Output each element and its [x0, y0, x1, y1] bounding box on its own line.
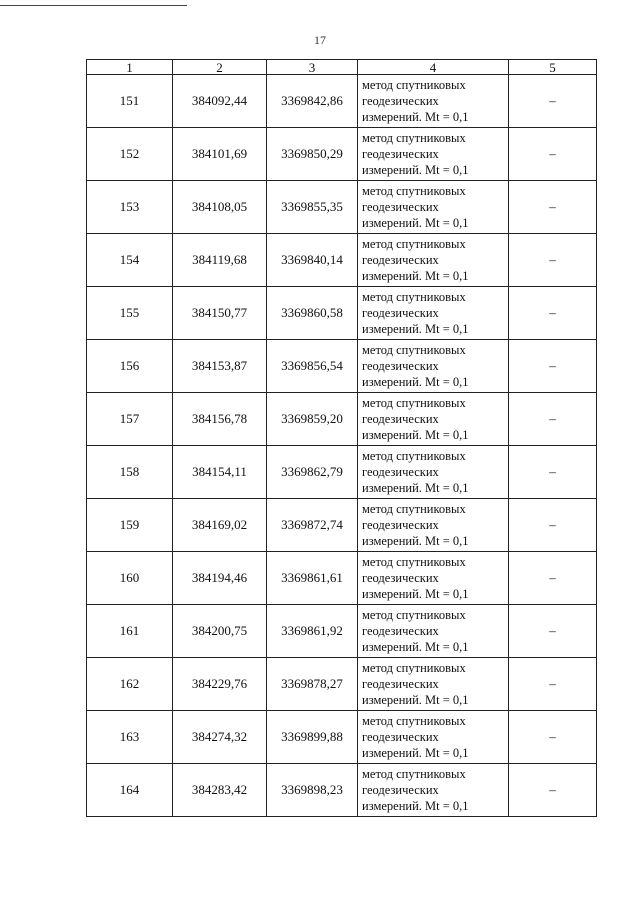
column-header: 4 — [358, 60, 509, 75]
point-number-cell: 153 — [87, 181, 173, 234]
note-cell: – — [509, 287, 597, 340]
method-text-line: геодезических — [362, 677, 439, 691]
y-coordinate-cell: 3369898,23 — [267, 764, 358, 817]
method-text-line: геодезических — [362, 200, 439, 214]
method-text-line: измерений. Mt = 0,1 — [362, 640, 469, 654]
method-text-line: метод спутниковых — [362, 290, 466, 304]
point-number-cell: 159 — [87, 499, 173, 552]
method-cell — [358, 658, 509, 711]
method-text-line: метод спутниковых — [362, 608, 466, 622]
y-coordinate-cell: 3369850,29 — [267, 128, 358, 181]
method-cell — [358, 764, 509, 817]
note-cell: – — [509, 181, 597, 234]
method-text-line: метод спутниковых — [362, 131, 466, 145]
table-row — [87, 499, 597, 552]
table-row — [87, 128, 597, 181]
method-text-line: геодезических — [362, 783, 439, 797]
method-text-line: метод спутниковых — [362, 343, 466, 357]
method-text-line: измерений. Mt = 0,1 — [362, 322, 469, 336]
method-cell — [358, 75, 509, 128]
note-cell: – — [509, 340, 597, 393]
method-text-line: геодезических — [362, 412, 439, 426]
method-text-line: измерений. Mt = 0,1 — [362, 163, 469, 177]
x-coordinate-cell: 384156,78 — [173, 393, 267, 446]
method-text-line: геодезических — [362, 147, 439, 161]
x-coordinate-cell: 384101,69 — [173, 128, 267, 181]
y-coordinate-cell: 3369872,74 — [267, 499, 358, 552]
y-coordinate-cell: 3369856,54 — [267, 340, 358, 393]
table-row — [87, 75, 597, 128]
note-cell: – — [509, 605, 597, 658]
method-text-line: метод спутниковых — [362, 184, 466, 198]
method-text-line: измерений. Mt = 0,1 — [362, 693, 469, 707]
table-row — [87, 446, 597, 499]
column-header: 3 — [267, 60, 358, 75]
y-coordinate-cell: 3369855,35 — [267, 181, 358, 234]
x-coordinate-cell: 384274,32 — [173, 711, 267, 764]
method-cell — [358, 393, 509, 446]
method-text-line: измерений. Mt = 0,1 — [362, 269, 469, 283]
note-cell: – — [509, 446, 597, 499]
x-coordinate-cell: 384119,68 — [173, 234, 267, 287]
y-coordinate-cell: 3369861,92 — [267, 605, 358, 658]
method-text-line: метод спутниковых — [362, 661, 466, 675]
x-coordinate-cell: 384108,05 — [173, 181, 267, 234]
point-number-cell: 157 — [87, 393, 173, 446]
point-number-cell: 162 — [87, 658, 173, 711]
method-cell — [358, 499, 509, 552]
table-row — [87, 711, 597, 764]
point-number-cell: 154 — [87, 234, 173, 287]
method-text-line: измерений. Mt = 0,1 — [362, 799, 469, 813]
point-number-cell: 158 — [87, 446, 173, 499]
method-cell — [358, 605, 509, 658]
x-coordinate-cell: 384229,76 — [173, 658, 267, 711]
method-text-line: геодезических — [362, 730, 439, 744]
method-text-line: измерений. Mt = 0,1 — [362, 110, 469, 124]
x-coordinate-cell: 384200,75 — [173, 605, 267, 658]
point-number-cell: 152 — [87, 128, 173, 181]
table-row — [87, 340, 597, 393]
coordinates-table — [86, 59, 597, 817]
table-header-row — [87, 60, 597, 75]
method-text-line: метод спутниковых — [362, 396, 466, 410]
y-coordinate-cell: 3369860,58 — [267, 287, 358, 340]
table-row — [87, 234, 597, 287]
note-cell: – — [509, 128, 597, 181]
method-text-line: измерений. Mt = 0,1 — [362, 481, 469, 495]
x-coordinate-cell: 384169,02 — [173, 499, 267, 552]
method-text-line: измерений. Mt = 0,1 — [362, 428, 469, 442]
method-text-line: метод спутниковых — [362, 237, 466, 251]
x-coordinate-cell: 384092,44 — [173, 75, 267, 128]
x-coordinate-cell: 384150,77 — [173, 287, 267, 340]
method-cell — [358, 552, 509, 605]
y-coordinate-cell: 3369861,61 — [267, 552, 358, 605]
note-cell: – — [509, 499, 597, 552]
method-text-line: геодезических — [362, 518, 439, 532]
note-cell: – — [509, 234, 597, 287]
note-cell: – — [509, 764, 597, 817]
table-row — [87, 287, 597, 340]
method-cell — [358, 181, 509, 234]
method-text-line: геодезических — [362, 465, 439, 479]
y-coordinate-cell: 3369842,86 — [267, 75, 358, 128]
table-row — [87, 393, 597, 446]
page-number: 17 — [314, 33, 326, 47]
header-rule — [0, 5, 187, 6]
method-text-line: измерений. Mt = 0,1 — [362, 746, 469, 760]
method-text-line: метод спутниковых — [362, 555, 466, 569]
method-text-line: метод спутниковых — [362, 449, 466, 463]
note-cell: – — [509, 552, 597, 605]
method-cell — [358, 446, 509, 499]
x-coordinate-cell: 384154,11 — [173, 446, 267, 499]
column-header: 1 — [87, 60, 173, 75]
method-text-line: метод спутниковых — [362, 502, 466, 516]
method-cell — [358, 711, 509, 764]
point-number-cell: 155 — [87, 287, 173, 340]
method-cell — [358, 340, 509, 393]
point-number-cell: 160 — [87, 552, 173, 605]
method-text-line: геодезических — [362, 94, 439, 108]
point-number-cell: 161 — [87, 605, 173, 658]
table-row — [87, 181, 597, 234]
table-row — [87, 552, 597, 605]
method-text-line: измерений. Mt = 0,1 — [362, 587, 469, 601]
table-row — [87, 605, 597, 658]
note-cell: – — [509, 75, 597, 128]
note-cell: – — [509, 711, 597, 764]
y-coordinate-cell: 3369899,88 — [267, 711, 358, 764]
x-coordinate-cell: 384194,46 — [173, 552, 267, 605]
x-coordinate-cell: 384153,87 — [173, 340, 267, 393]
note-cell: – — [509, 658, 597, 711]
method-text-line: геодезических — [362, 571, 439, 585]
point-number-cell: 164 — [87, 764, 173, 817]
method-text-line: геодезических — [362, 359, 439, 373]
point-number-cell: 163 — [87, 711, 173, 764]
method-text-line: метод спутниковых — [362, 714, 466, 728]
method-text-line: геодезических — [362, 253, 439, 267]
method-text-line: измерений. Mt = 0,1 — [362, 375, 469, 389]
table-row — [87, 658, 597, 711]
method-text-line: геодезических — [362, 306, 439, 320]
method-cell — [358, 128, 509, 181]
y-coordinate-cell: 3369840,14 — [267, 234, 358, 287]
point-number-cell: 151 — [87, 75, 173, 128]
method-text-line: измерений. Mt = 0,1 — [362, 534, 469, 548]
method-cell — [358, 234, 509, 287]
y-coordinate-cell: 3369859,20 — [267, 393, 358, 446]
x-coordinate-cell: 384283,42 — [173, 764, 267, 817]
method-text-line: измерений. Mt = 0,1 — [362, 216, 469, 230]
y-coordinate-cell: 3369878,27 — [267, 658, 358, 711]
table-row — [87, 764, 597, 817]
column-header: 2 — [173, 60, 267, 75]
column-header: 5 — [509, 60, 597, 75]
method-cell — [358, 287, 509, 340]
method-text-line: геодезических — [362, 624, 439, 638]
note-cell: – — [509, 393, 597, 446]
y-coordinate-cell: 3369862,79 — [267, 446, 358, 499]
method-text-line: метод спутниковых — [362, 767, 466, 781]
point-number-cell: 156 — [87, 340, 173, 393]
method-text-line: метод спутниковых — [362, 78, 466, 92]
